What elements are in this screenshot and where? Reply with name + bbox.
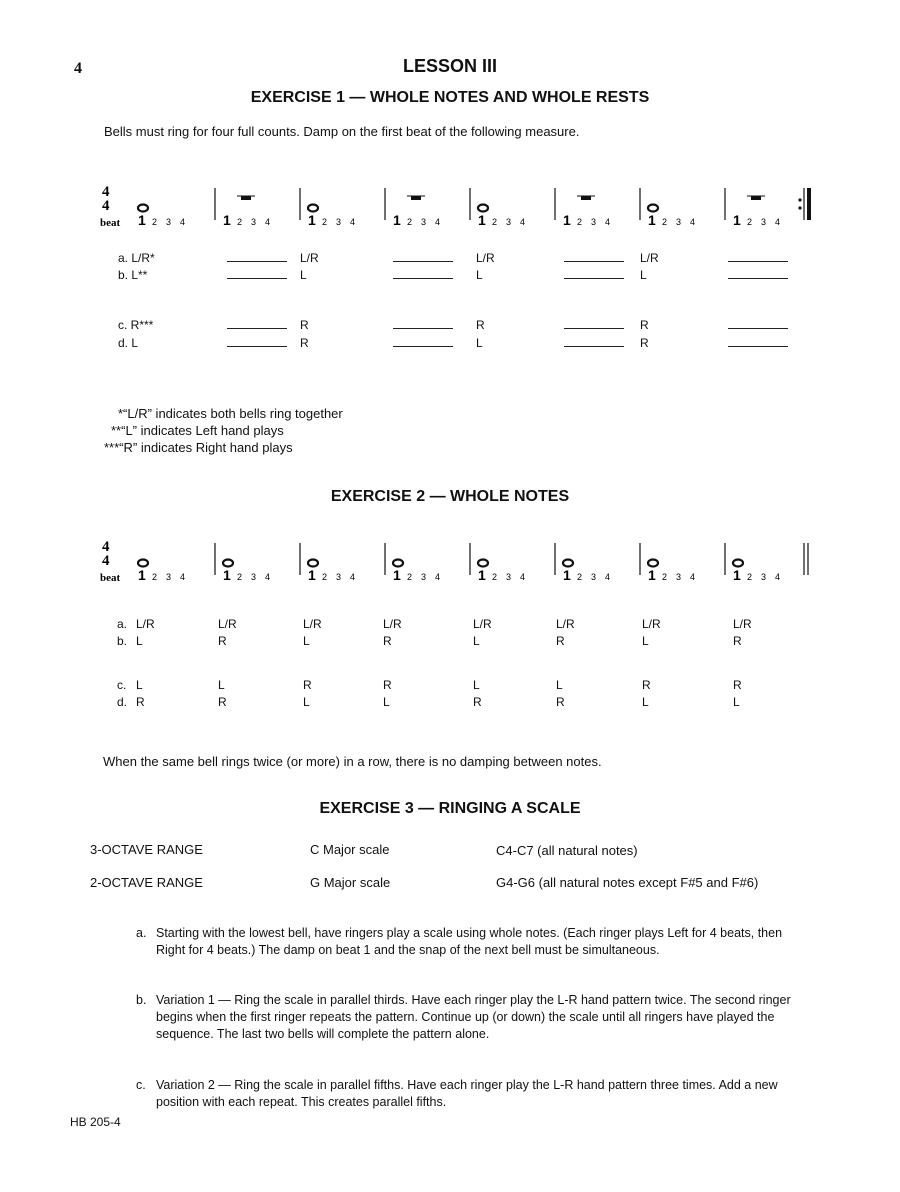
ex2-row-cell: L/R [136,617,155,631]
beat-count: 2 [492,217,498,227]
exercise1-title: EXERCISE 1 — WHOLE NOTES AND WHOLE RESTS [250,89,650,106]
beat-count: 1 [478,212,486,228]
ex1-blank-line [227,278,287,279]
time-signature-bottom: 4 [102,198,110,214]
repeat-dot [798,198,801,201]
whole-note [308,560,318,567]
ex2-row-cell: R [218,634,227,648]
beat-count: 3 [761,572,767,582]
ex1-row-label: d. L [118,336,139,350]
range-2-octave: 2-OCTAVE RANGE [90,875,203,890]
item-a-label: a. [136,926,147,940]
time-signature-bottom: 4 [102,553,110,569]
ex1-row-cell: L [476,268,483,282]
whole-rest [751,196,761,200]
whole-note [478,560,488,567]
ex2-row-cell: L [473,634,480,648]
beat-label: beat [100,572,121,584]
ex1-blank-line [728,346,788,347]
exercise2-title: EXERCISE 2 — WHOLE NOTES [330,488,570,505]
beat-count: 2 [577,217,583,227]
range-3-octave-scale: C Major scale [310,842,390,857]
beat-count: 4 [605,217,611,227]
footnote-l: **“L” indicates Left hand plays [111,423,284,438]
beat-count: 3 [591,217,597,227]
ex2-row-label: d. [117,695,128,709]
beat-count: 3 [676,572,682,582]
ex1-blank-line [564,328,624,329]
ex2-row-cell: R [556,695,565,709]
ex2-row-cell: L/R [218,617,237,631]
beat-count: 1 [563,567,571,583]
beat-count: 2 [322,217,328,227]
ex2-row-cell: R [383,678,392,692]
ex1-row-label: b. L** [118,268,148,282]
whole-note [563,560,573,567]
beat-count: 1 [393,567,401,583]
ex2-row-cell: L [136,634,143,648]
range-2-octave-scale: G Major scale [310,875,391,890]
beat-count: 1 [648,567,656,583]
beat-count: 4 [265,572,271,582]
exercise1-staff-graphic [98,180,818,240]
ex1-blank-line [393,278,453,279]
beat-count: 1 [648,212,656,228]
beat-count: 4 [520,572,526,582]
ex2-row-cell: R [556,634,565,648]
beat-count: 3 [336,572,342,582]
beat-count: 2 [747,217,753,227]
item-c-label: c. [136,1078,146,1092]
beat-count: 4 [435,217,441,227]
footer-code: HB 205-4 [70,1115,121,1129]
beat-count: 2 [152,217,158,227]
beat-count: 3 [591,572,597,582]
beat-count: 1 [733,567,741,583]
ex2-row-cell: R [733,634,742,648]
beat-count: 2 [237,572,243,582]
beat-count: 1 [308,212,316,228]
ex2-row-cell: R [733,678,742,692]
exercise2-staff [98,535,818,595]
beat-count: 2 [577,572,583,582]
beat-count: 2 [152,572,158,582]
ex1-row-cell: L [476,336,483,350]
item-a-text: Starting with the lowest bell, have ringers play a scale using whole notes. (Each ringer plays Left for 4 beats, then Right for 4 beats.) The damp on beat 1 and the snap of the next bell must be simultaneous. [156,926,783,957]
ex1-blank-line [227,346,287,347]
ex1-row-cell: R [640,318,649,332]
beat-count: 4 [690,572,696,582]
ex1-row-label: c. R*** [118,318,154,332]
ex1-row-cell: R [476,318,485,332]
ex1-row-cell: R [640,336,649,350]
beat-count: 2 [662,217,668,227]
ex1-row-cell: L/R [300,251,319,265]
beat-count: 3 [761,217,767,227]
ex1-blank-line [227,261,287,262]
whole-note [478,205,488,212]
exercise1-staff [98,180,818,240]
beat-count: 3 [166,572,172,582]
whole-rest [581,196,591,200]
whole-rest [241,196,251,200]
whole-note [223,560,233,567]
beat-count: 4 [520,217,526,227]
beat-count: 3 [336,217,342,227]
time-signature-top: 4 [102,184,110,200]
ex2-row-cell: R [303,678,312,692]
ex2-row-cell: L [473,678,480,692]
ex2-row-cell: R [218,695,227,709]
ex2-row-cell: L/R [473,617,492,631]
ex2-row-cell: L [303,634,310,648]
ex2-row-label: a. [117,617,128,631]
ex1-blank-line [393,261,453,262]
ex2-row-cell: L/R [642,617,661,631]
beat-count: 4 [775,572,781,582]
beat-count: 2 [492,572,498,582]
whole-note [393,560,403,567]
ex2-row-cell: R [136,695,145,709]
beat-count: 4 [180,572,186,582]
whole-note [648,205,658,212]
ex2-row-cell: L [733,695,740,709]
whole-rest [411,196,421,200]
ex1-row-cell: R [300,318,309,332]
beat-count: 3 [251,217,257,227]
beat-label: beat [100,217,121,229]
beat-count: 3 [421,572,427,582]
beat-count: 3 [676,217,682,227]
beat-count: 1 [223,212,231,228]
beat-count: 2 [237,217,243,227]
ex1-blank-line [393,328,453,329]
ex2-row-cell: L [136,678,143,692]
whole-note [648,560,658,567]
beat-count: 2 [322,572,328,582]
beat-count: 1 [478,567,486,583]
page-number: 4 [74,60,82,77]
ex2-row-cell: L/R [556,617,575,631]
footnote-r: ***“R” indicates Right hand plays [104,440,293,455]
ex1-blank-line [728,261,788,262]
ex1-row-cell: L [640,268,647,282]
range-3-octave: 3-OCTAVE RANGE [90,842,203,857]
exercise1-intro: Bells must ring for four full counts. Damp on the first beat of the following measure. [104,124,580,139]
time-signature-top: 4 [102,539,110,555]
beat-count: 1 [138,567,146,583]
ex2-row-cell: L [218,678,225,692]
ex1-blank-line [564,261,624,262]
beat-count: 4 [350,217,356,227]
ex2-row-cell: R [383,634,392,648]
whole-note [138,205,148,212]
item-c-text: Variation 2 — Ring the scale in parallel fifths. Have each ringer play the L-R hand pattern three times. Add a new position with each repeat. This creates parallel fifths. [156,1078,778,1109]
ex1-blank-line [564,278,624,279]
ex1-blank-line [227,328,287,329]
ex2-row-cell: L/R [733,617,752,631]
ex1-blank-line [728,328,788,329]
beat-count: 2 [407,572,413,582]
ex2-row-cell: L/R [383,617,402,631]
beat-count: 2 [407,217,413,227]
beat-count: 4 [775,217,781,227]
ex1-blank-line [564,346,624,347]
beat-count: 2 [662,572,668,582]
beat-count: 3 [421,217,427,227]
beat-count: 2 [747,572,753,582]
beat-count: 3 [506,217,512,227]
exercise2-note: When the same bell rings twice (or more) in a row, there is no damping between notes. [103,754,602,769]
beat-count: 1 [733,212,741,228]
beat-count: 3 [166,217,172,227]
ex1-row-cell: R [300,336,309,350]
ex1-blank-line [393,346,453,347]
beat-count: 4 [690,217,696,227]
repeat-dot [798,206,801,209]
ex1-row-cell: L [300,268,307,282]
ex1-blank-line [728,278,788,279]
ex2-row-label: c. [117,678,127,692]
ex2-row-cell: L [383,695,390,709]
ex2-row-label: b. [117,634,128,648]
beat-count: 1 [223,567,231,583]
beat-count: 3 [251,572,257,582]
footnote-lr: *“L/R” indicates both bells ring together [118,406,343,421]
beat-count: 1 [563,212,571,228]
whole-note [308,205,318,212]
beat-count: 4 [605,572,611,582]
ex2-row-cell: L [642,695,649,709]
range-3-octave-notes: C4-C7 (all natural notes) [496,843,638,858]
ex2-row-cell: R [642,678,651,692]
ex2-row-cell: R [473,695,482,709]
exercise3-title: EXERCISE 3 — RINGING A SCALE [319,800,581,817]
ex2-row-cell: L [556,678,563,692]
whole-note [138,560,148,567]
range-2-octave-notes: G4-G6 (all natural notes except F#5 and F#6) [496,875,759,890]
ex2-row-cell: L [303,695,310,709]
beat-count: 3 [506,572,512,582]
beat-count: 1 [393,212,401,228]
ex1-row-cell: L/R [640,251,659,265]
ex2-row-cell: L [642,634,649,648]
ex1-row-cell: L/R [476,251,495,265]
beat-count: 1 [308,567,316,583]
lesson-title: LESSON III [402,56,498,76]
ex1-row-label: a. L/R* [118,251,155,265]
ex2-row-cell: L/R [303,617,322,631]
whole-note [733,560,743,567]
beat-count: 4 [350,572,356,582]
item-b-text: Variation 1 — Ring the scale in parallel thirds. Have each ringer play the L-R hand pattern twice. The second ringer begins when the first ringer repeats the pattern. Continue up (or down) the scale until all ringers have played the sequence. The last two bells will complete the pattern alone. [156,993,791,1041]
beat-count: 4 [265,217,271,227]
exercise2-staff-graphic [98,535,818,595]
beat-count: 4 [180,217,186,227]
item-b-label: b. [136,993,147,1007]
beat-count: 4 [435,572,441,582]
beat-count: 1 [138,212,146,228]
